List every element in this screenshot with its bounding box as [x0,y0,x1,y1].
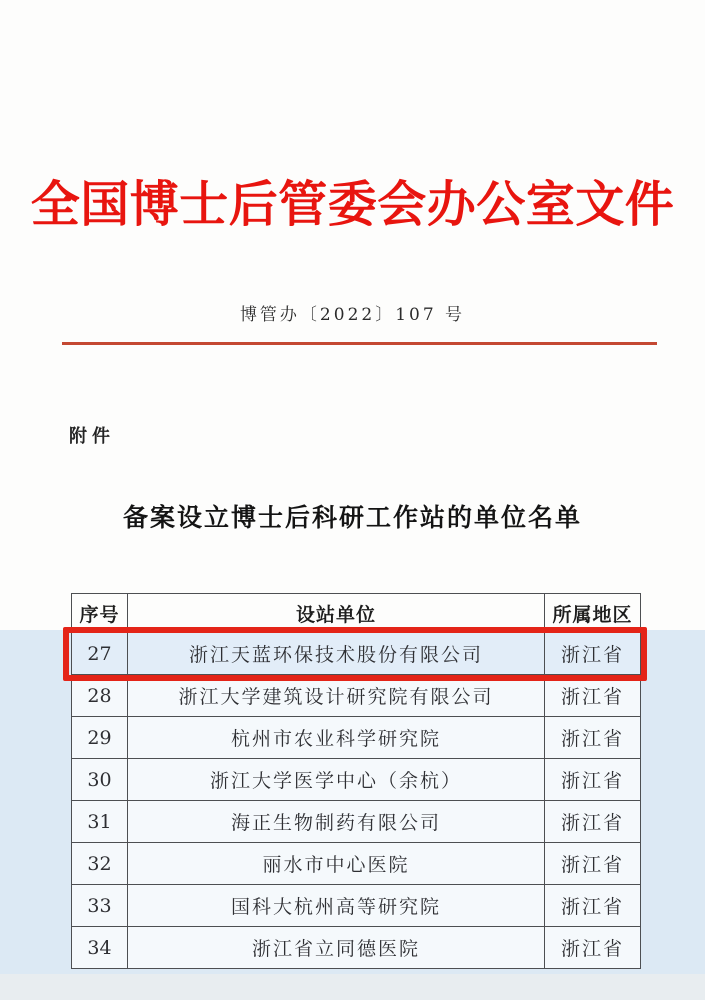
list-title: 备案设立博士后科研工作站的单位名单 [122,503,582,532]
region-cell: 浙江省 [545,675,641,717]
attachment-label: 附件 [69,426,115,447]
serial-number-cell: 28 [72,675,128,717]
serial-number-cell: 27 [72,633,128,675]
document-number: 博管办〔2022〕107 号 [239,305,466,325]
serial-number-cell: 29 [72,717,128,759]
table-row [72,633,641,675]
unit-name-cell: 海正生物制药有限公司 [128,801,545,843]
header-serial-number: 序号 [72,594,128,633]
region-cell: 浙江省 [545,927,641,969]
region-cell: 浙江省 [545,885,641,927]
table-header-row [72,594,641,633]
unit-name-cell: 杭州市农业科学研究院 [128,717,545,759]
table-row [72,801,641,843]
serial-number-cell: 30 [72,759,128,801]
red-divider-rule [62,342,657,345]
unit-name-cell: 浙江大学建筑设计研究院有限公司 [128,675,545,717]
header-unit-name: 设站单位 [128,594,545,633]
unit-name-cell: 浙江省立同德医院 [128,927,545,969]
unit-table [71,593,641,969]
region-cell: 浙江省 [545,759,641,801]
unit-name-cell: 浙江大学医学中心（余杭） [128,759,545,801]
table-row [72,717,641,759]
table-row [72,675,641,717]
serial-number-cell: 33 [72,885,128,927]
unit-name-cell: 丽水市中心医院 [128,843,545,885]
serial-number-cell: 34 [72,927,128,969]
table-row [72,843,641,885]
table-row [72,885,641,927]
table-row [72,927,641,969]
serial-number-cell: 31 [72,801,128,843]
unit-name-cell: 浙江天蓝环保技术股份有限公司 [128,633,545,675]
unit-name-cell: 国科大杭州高等研究院 [128,885,545,927]
table-row [72,759,641,801]
header-region: 所属地区 [545,594,641,633]
serial-number-cell: 32 [72,843,128,885]
region-cell: 浙江省 [545,633,641,675]
letterhead-title: 全国博士后管委会办公室文件 [30,175,675,233]
region-cell: 浙江省 [545,717,641,759]
region-cell: 浙江省 [545,801,641,843]
scan-bottom-edge [0,974,705,1000]
region-cell: 浙江省 [545,843,641,885]
